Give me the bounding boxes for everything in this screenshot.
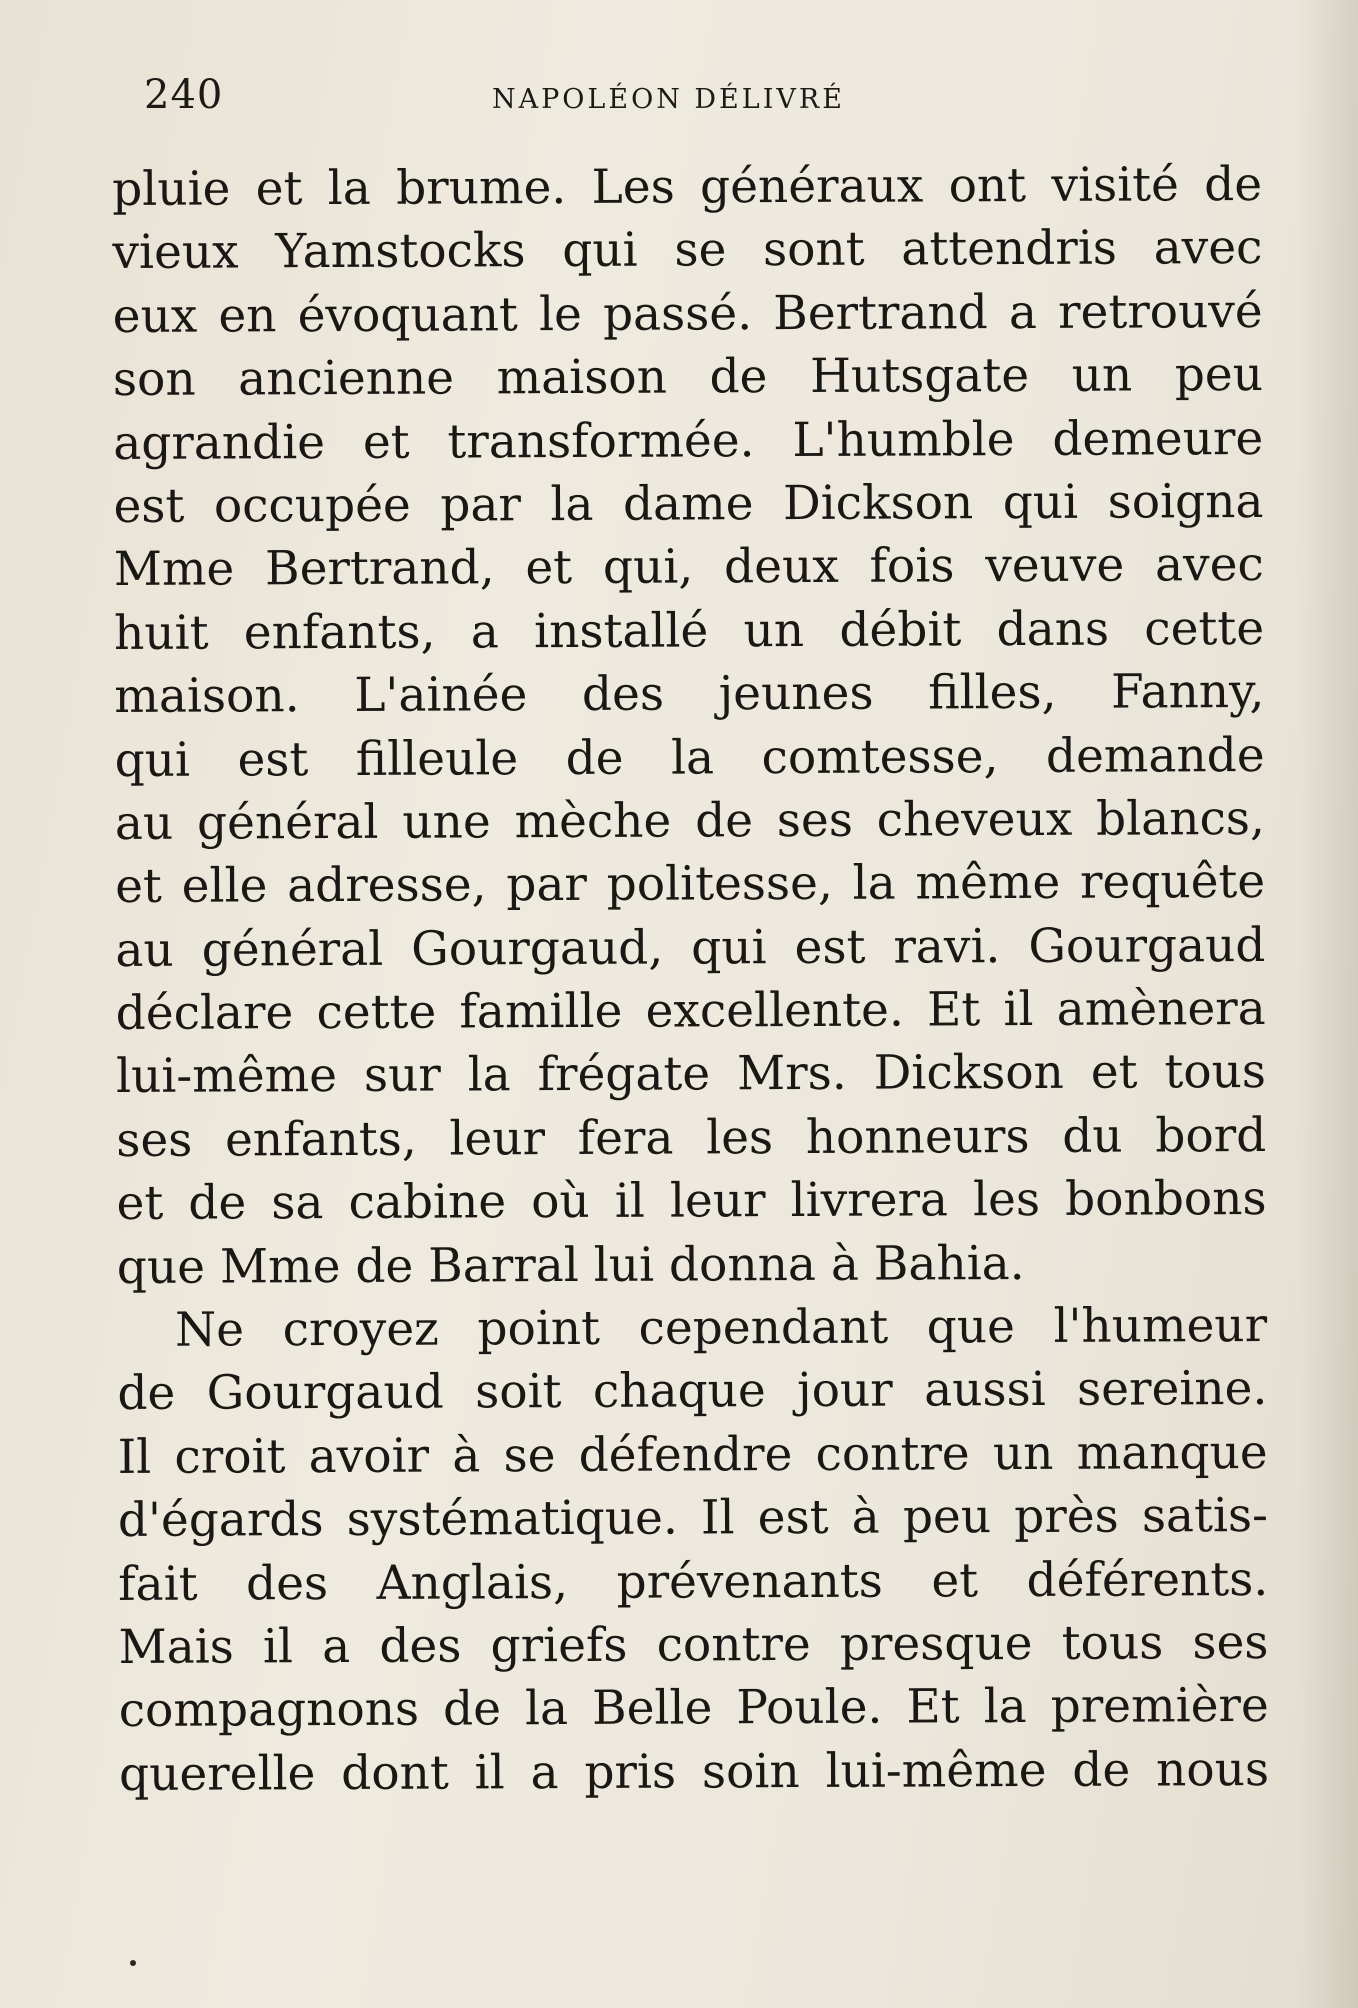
- text-line: compagnons de la Belle Poule. Et la première: [118, 1678, 1269, 1739]
- page-number: 240: [144, 72, 224, 118]
- text-line: d'égards systématique. Il est à peu près satis-: [117, 1488, 1269, 1549]
- text-line: que Mme de Barral lui donna à Bahia.: [116, 1235, 1025, 1295]
- text-line: maison. L'ainée des jeunes filles, Fanny,: [114, 664, 1265, 725]
- text-line: son ancienne maison de Hutsgate un peu: [112, 347, 1264, 408]
- page-edge-shadow: [1298, 0, 1358, 2008]
- body-text: [112, 153, 1269, 1806]
- text-line: lui-même sur la frégate Mrs. Dickson et tous: [115, 1044, 1267, 1105]
- text-line: déclare cette famille excellente. Et il amènera: [115, 981, 1266, 1042]
- text-line: au général une mèche de ses cheveux blancs,: [114, 790, 1266, 851]
- ink-speck: [130, 1960, 136, 1966]
- text-line: eux en évoquant le passé. Bertrand a retrouvé: [112, 283, 1263, 344]
- text-line: querelle dont il a pris soin lui-même de nous: [118, 1741, 1270, 1802]
- text-line: au général Gourgaud, qui est ravi. Gourgaud: [115, 917, 1266, 978]
- text-line: et elle adresse, par politesse, la même requête: [115, 854, 1266, 915]
- text-line: fait des Anglais, prévenants et déférents.: [118, 1551, 1269, 1612]
- text-line: Il croit avoir à se défendre contre un manque: [117, 1424, 1268, 1485]
- text-line: ses enfants, leur fera les honneurs du bord: [116, 1107, 1267, 1168]
- text-line: est occupée par la dame Dickson qui soigna: [113, 473, 1264, 534]
- text-line: huit enfants, a installé un débit dans cette: [113, 600, 1265, 661]
- text-line: qui est filleule de la comtesse, demande: [114, 727, 1265, 788]
- text-line: agrandie et transformée. L'humble demeure: [113, 410, 1264, 471]
- text-line: Mais il a des griefs contre presque tous ses: [118, 1614, 1269, 1675]
- page-header: [140, 72, 1260, 132]
- text-line: Mme Bertrand, et qui, deux fois veuve avec: [113, 537, 1264, 598]
- text-line: et de sa cabine où il leur livrera les bonbons: [116, 1171, 1267, 1232]
- text-line: de Gourgaud soit chaque jour aussi sereine.: [117, 1361, 1268, 1422]
- text-line: Ne croyez point cependant que l'humeur: [174, 1298, 1268, 1358]
- text-line: pluie et la brume. Les généraux ont visité de: [112, 156, 1263, 217]
- text-line: vieux Yamstocks qui se sont attendris avec: [112, 220, 1263, 281]
- running-head: NAPOLÉON DÉLIVRÉ: [492, 84, 845, 115]
